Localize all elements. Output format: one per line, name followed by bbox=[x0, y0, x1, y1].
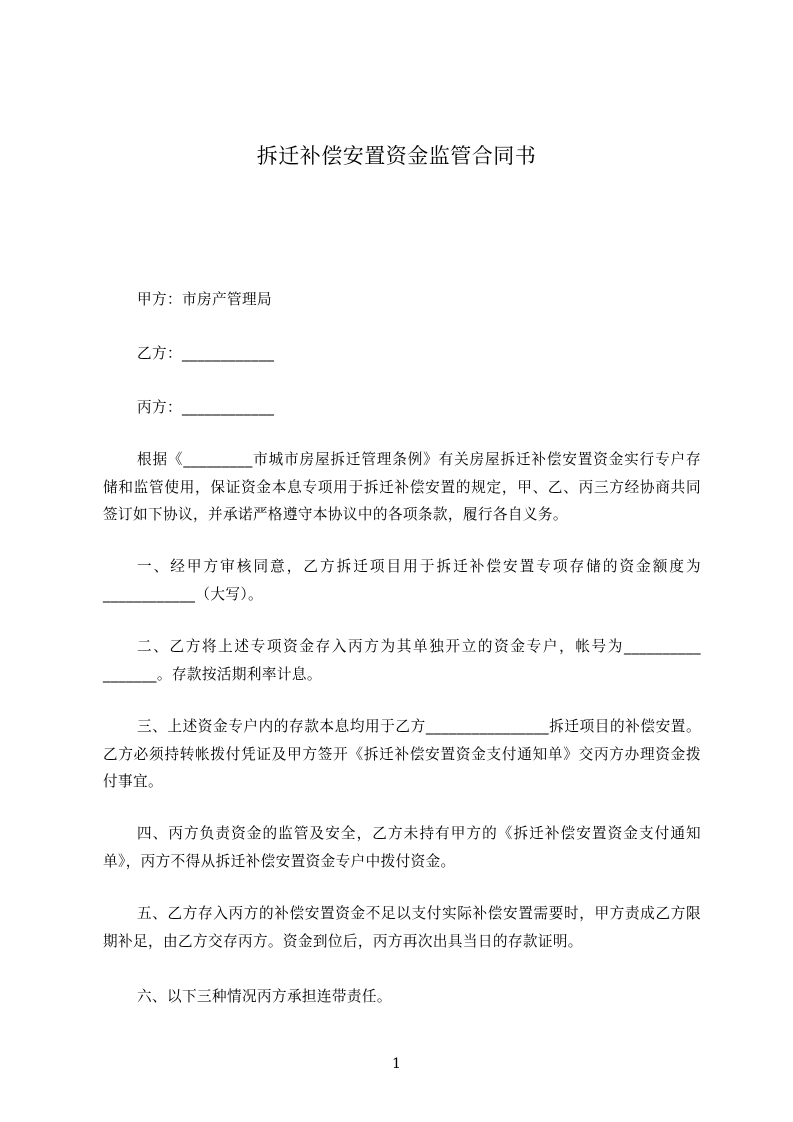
document-title: 拆迁补偿安置资金监管合同书 bbox=[256, 144, 537, 168]
clause-6: 六、以下三种情况丙方承担连带责任。 bbox=[137, 988, 392, 1005]
clause-5: 五、乙方存入丙方的补偿安置资金不足以支付实际补偿安置需要时，甲方责成乙方限期补足，由乙方交存丙方。资金到位后，丙方再次出具当日的存款证明。 bbox=[103, 905, 701, 950]
party-a: 甲方：市房产管理局 bbox=[137, 291, 272, 308]
preamble-paragraph: 根据《_________市城市房屋拆迁管理条例》有关房屋拆迁补偿安置资金实行专户存储和监管使用，保证资金本息专项用于拆迁补偿安置的规定，甲、乙、丙三方经协商共同签订如下协议，并承诺严格遵守本协议中的各项条款，履行各自义务。 bbox=[103, 451, 701, 523]
party-c: 丙方：____________ bbox=[137, 399, 275, 416]
page-number: 1 bbox=[392, 1056, 401, 1072]
party-b: 乙方：____________ bbox=[137, 345, 275, 362]
clause-1: 一、经甲方审核同意，乙方拆迁项目用于拆迁补偿安置专项存储的资金额度为____________（大写）。 bbox=[103, 558, 701, 603]
clause-4: 四、丙方负责资金的监管及安全，乙方未持有甲方的《拆迁补偿安置资金支付通知单》，丙方不得从拆迁补偿安置资金专户中拨付资金。 bbox=[103, 825, 701, 870]
clause-2: 二、乙方将上述专项资金存入丙方为其单独开立的资金专户，帐号为__________ _______。存款按活期利率计息。 bbox=[103, 638, 701, 683]
clause-3: 三、上述资金专户内的存款本息均用于乙方________________拆迁项目的补偿安置。乙方必须持转帐拨付凭证及甲方签开《拆迁补偿安置资金支付通知单》交丙方办理资金拨付事宜。 bbox=[103, 718, 701, 790]
